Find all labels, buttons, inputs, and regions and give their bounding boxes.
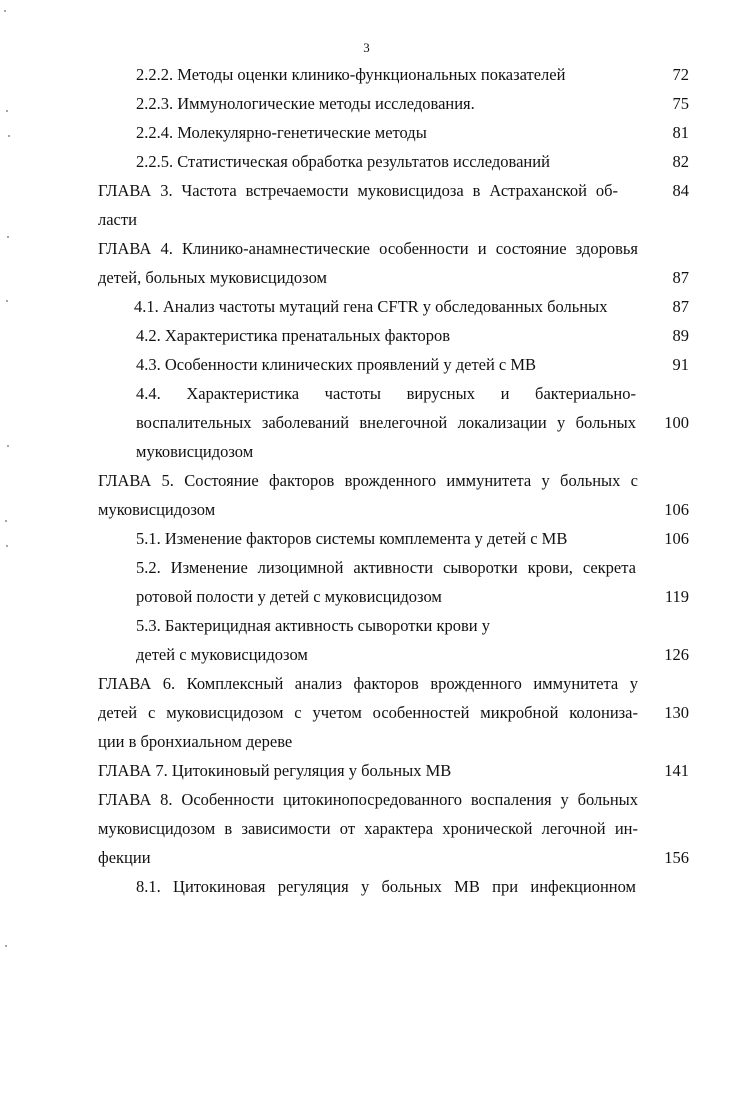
toc-entry-text: фекции <box>98 848 151 867</box>
toc-page-number: 91 <box>672 355 689 374</box>
toc-entry-text: 2.2.3. Иммунологические методы исследования. <box>136 94 475 113</box>
toc-entry-chapter-7 <box>98 756 638 785</box>
toc-entry-2-2-3 <box>136 89 636 118</box>
toc-entry-text: 4.4. Характеристика частоты вирусных и бактериально- <box>136 384 636 403</box>
scan-speck <box>6 300 8 302</box>
toc-entry-text: 2.2.2. Методы оценки клинико-функциональных показателей <box>136 65 566 84</box>
toc-entry-text: ГЛАВА 4. Клинико-анамнестические особенности и состояние здоровья <box>98 239 638 258</box>
toc-entry-text: детей с муковисцидозом <box>136 645 308 664</box>
toc-entry-text: 5.3. Бактерицидная активность сыворотки крови у <box>136 616 490 635</box>
toc-page-number: 126 <box>664 645 689 664</box>
toc-entry-text: ласти <box>98 210 137 229</box>
toc-entry-chapter-5 <box>98 466 638 524</box>
toc-entry-text: 5.1. Изменение факторов системы комплемента у детей с МВ <box>136 529 568 548</box>
scan-speck <box>4 10 6 12</box>
toc-entry-text: ротовой полости у детей с муковисцидозом <box>136 587 442 606</box>
scan-speck <box>6 545 8 547</box>
toc-page-number: 100 <box>664 413 689 432</box>
toc-entry-text: ции в бронхиальном дереве <box>98 732 293 751</box>
toc-page-number: 72 <box>672 65 689 84</box>
toc-page-number: 141 <box>664 761 689 780</box>
toc-entry-chapter-6 <box>98 669 638 756</box>
toc-entry-text: 4.1. Анализ частоты мутаций гена CFTR у обследованных больных <box>134 297 608 316</box>
toc-page-number: 156 <box>664 848 689 867</box>
toc-page-number: 106 <box>664 529 689 548</box>
toc-entry-8-1 <box>136 872 636 901</box>
toc-entry-5-2 <box>136 553 636 611</box>
scan-speck <box>8 135 10 137</box>
toc-entry-2-2-2 <box>136 60 636 89</box>
toc-entry-text: 4.3. Особенности клинических проявлений у детей с МВ <box>136 355 537 374</box>
toc-entry-text: 4.2. Характеристика пренатальных факторов <box>136 326 451 345</box>
toc-entry-4-3 <box>136 350 636 379</box>
toc-page-number: 89 <box>672 326 689 345</box>
toc-entry-chapter-8 <box>98 785 638 872</box>
toc-entry-text: ГЛАВА 5. Состояние факторов врожденного иммунитета у больных с <box>98 471 638 490</box>
toc-entry-5-1 <box>136 524 636 553</box>
toc-entry-text: детей с муковисцидозом с учетом особенностей микробной колониза- <box>98 703 638 722</box>
toc-page-number: 75 <box>672 94 689 113</box>
toc-entry-text: ГЛАВА 8. Особенности цитокинопосредованного воспаления у больных <box>98 790 638 809</box>
toc-entry-text: ГЛАВА 6. Комплексный анализ факторов врожденного иммунитета у <box>98 674 638 693</box>
toc-page-number: 106 <box>664 500 689 519</box>
toc-entry-4-4 <box>136 379 636 466</box>
toc-entry-text: муковисцидозом <box>136 442 254 461</box>
scan-speck <box>5 520 7 522</box>
toc-page-number: 84 <box>672 181 689 200</box>
toc-entry-text: муковисцидозом в зависимости от характера хронической легочной ин- <box>98 819 638 838</box>
scan-speck <box>6 110 8 112</box>
toc-entry-text: ГЛАВА 7. Цитокиновый регуляция у больных МВ <box>98 761 452 780</box>
toc-entry-text: 8.1. Цитокиновая регуляция у больных МВ при инфекционном <box>136 877 636 896</box>
toc-entry-4-2 <box>136 321 636 350</box>
toc-entry-text: детей, больных муковисцидозом <box>98 268 327 287</box>
scan-speck <box>5 945 7 947</box>
toc-entry-text: ГЛАВА 3. Частота встречаемости муковисцидоза в Астраханской об- <box>98 181 618 200</box>
scan-speck <box>7 445 9 447</box>
toc-page-number: 81 <box>672 123 689 142</box>
toc-entry-text: 5.2. Изменение лизоцимной активности сыворотки крови, секрета <box>136 558 636 577</box>
toc-entry-2-2-5 <box>136 147 636 176</box>
toc-entry-text: 2.2.5. Статистическая обработка результатов исследований <box>136 152 550 171</box>
toc-entry-text: 2.2.4. Молекулярно-генетические методы <box>136 123 427 142</box>
toc-entry-2-2-4 <box>136 118 636 147</box>
scan-speck <box>7 236 9 238</box>
page-number: 3 <box>363 40 370 55</box>
toc-entry-text: воспалительных заболеваний внелегочной локализации у больных <box>136 413 636 432</box>
toc-page-number: 87 <box>672 268 689 287</box>
toc-entry-5-3 <box>136 611 636 669</box>
toc-page-number: 130 <box>664 703 689 722</box>
toc-entry-chapter-3 <box>98 176 618 234</box>
toc-page-number: 87 <box>672 297 689 316</box>
toc-entry-4-1 <box>134 292 644 321</box>
toc-entry-chapter-4 <box>98 234 638 292</box>
toc-page-number: 119 <box>664 587 689 606</box>
toc-entry-text: муковисцидозом <box>98 500 216 519</box>
toc-page-number: 82 <box>672 152 689 171</box>
